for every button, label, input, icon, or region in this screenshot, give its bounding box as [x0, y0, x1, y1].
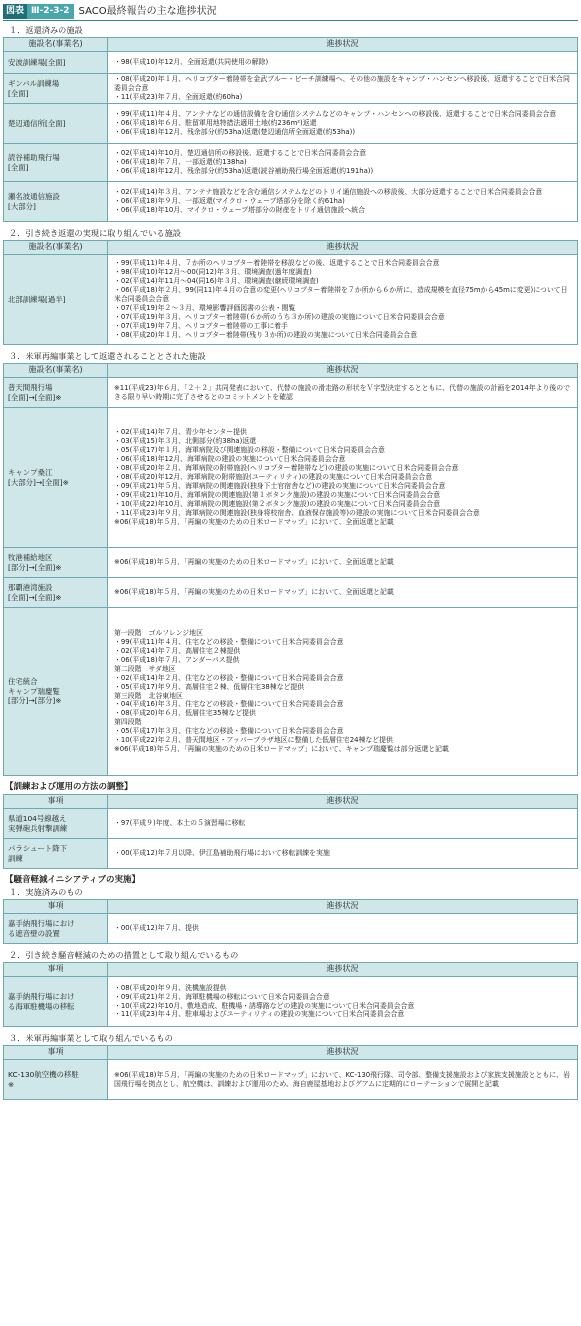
facility-name-cell — [4, 977, 108, 1027]
facility-name-line: [部分]→[全面]※ — [8, 562, 62, 572]
table-row — [4, 608, 578, 776]
progress-cell — [108, 378, 578, 408]
progress-line: ・11(平成23)年７月、全面返還(約60ha) — [114, 92, 243, 101]
facility-name-line: ギンバル訓練場 — [8, 78, 60, 88]
progress-line: ・08(平成20)年２月、海軍病院の附帯施設(ヘリコプター着陸帯など)の建設の実施について日米合同委員会合意 — [114, 464, 459, 473]
facility-name-line: KC-130航空機の移駐 — [8, 1069, 79, 1079]
facility-name-cell — [4, 578, 108, 608]
table-row — [4, 378, 578, 408]
progress-line: ・09(平成21)年２月、海軍駐機場の移転について日米合同委員会合意 — [114, 992, 330, 1001]
progress-line: ・98(平成10)年12月～00(同12)年３月、環境調査(過年度調査) — [114, 268, 312, 277]
progress-line: ・97(平成９)年度、本土の５演習場に移転 — [114, 819, 246, 828]
progress-line: ・06(平成18)年９月、一部返還(マイクロ・ウェーブ塔部分を除く約61ha) — [114, 197, 345, 206]
section-subheading-implemented: １．実施済みのもの — [9, 887, 83, 897]
progress-line: ※06(平成18)年５月、「再編の実施のための日米ロードマップ」において、キャンプ瑞慶覧は部分返還と記載 — [114, 745, 449, 754]
progress-line: ・98(平成10)年12月、全面返還(共同使用の解除) — [114, 58, 269, 67]
col-header-progress: 進捗状況 — [108, 963, 578, 977]
progress-line: ・02(平成14)年10月、楚辺通信所の移設後、返還することで日米合同委員会合意 — [114, 149, 367, 158]
col-header-progress: 進捗状況 — [108, 241, 578, 255]
table-row — [4, 839, 578, 869]
facility-name-line: ※ — [8, 1079, 15, 1089]
progress-line: ・02(平成14)年７月、高層住宅２棟提供 — [114, 646, 241, 655]
facility-name-cell — [4, 255, 108, 345]
table-row — [4, 104, 578, 144]
facility-name-cell — [4, 144, 108, 182]
progress-line: ・05(平成17)年１月、海軍病院及び関連施設の移設・整備について日米合同委員会合意 — [114, 446, 385, 455]
table-row — [4, 548, 578, 578]
progress-line: ・08(平成20)年１月、ヘリコプター着陸帯(残り３か所)の建設の実施について日米合同委員会合意 — [114, 330, 418, 339]
progress-line: ・06(平成18)年７月、一部返還(約138ha) — [114, 158, 247, 167]
facility-name-cell — [4, 1060, 108, 1100]
col-header-facility: 施設名(事業名) — [4, 38, 108, 52]
section-heading-noise: 【騒音軽減イニシアティブの実施】 — [5, 875, 140, 885]
facility-name-line: 那覇港湾施設 — [8, 582, 53, 592]
facility-name-line: 訓練 — [8, 853, 23, 863]
progress-cell — [108, 255, 578, 345]
progress-line: ・06(平成18)年２月、99(同11)年４月の合意の変更(ヘリコプター着陸帯を７か所から６か所に、造成規模を直径75mから45mに変更)について日米合同委員会合意 — [114, 286, 568, 304]
facility-name-line: パラシュート降下 — [8, 843, 67, 853]
facility-name-line: 瀬名波通信施設 — [8, 191, 60, 201]
figure-number: Ⅲ-2-3-2 — [27, 4, 74, 19]
progress-line: ・09(平成21)年10月、海軍病院の関連施設(第１ボタンク施設)の建設の実施について日米合同委員会合意 — [114, 490, 441, 499]
facility-name-line: [全面]→[全面]※ — [8, 592, 62, 602]
progress-line: 第二段階 サダ地区 — [114, 664, 176, 673]
facility-name-cell — [4, 839, 108, 869]
progress-line: ・05(平成17)年３月、住宅などの移設・整備について日米合同委員会合意 — [114, 727, 344, 736]
facility-name-line: キャンプ瑞慶覧 — [8, 686, 60, 696]
progress-line: ・06(平成18)年６月、駐留軍用地特措法適用土地(約236m²)返還 — [114, 119, 317, 128]
progress-line: ・09(平成21)年５月、海軍病院の関連施設(独身下士官宿舎など)の建設の実施について日米合同委員会合意 — [114, 481, 446, 490]
progress-cell — [108, 578, 578, 608]
progress-line: 第三段階 北谷東地区 — [114, 691, 183, 700]
table-realignment-facilities — [3, 363, 578, 776]
section-heading-realignment: ３．米軍再編事業として返還されることとされた施設 — [9, 351, 206, 361]
table-ongoing-facilities — [3, 240, 578, 345]
progress-line: ・07(平成19)年７月、ヘリコプター着陸帯の工事に着手 — [114, 321, 288, 330]
table-noise-implemented — [3, 899, 578, 944]
progress-line: ・02(平成14)年３月、アンテナ施設などを含む通信システムなどのトリイ通信施設への移設後、大部分返還することで日米合同委員会合意 — [114, 188, 543, 197]
progress-cell — [108, 839, 578, 869]
facility-name-line: [大部分] — [8, 201, 36, 211]
progress-line: ・02(平成14)年７月、青少年センター提供 — [114, 428, 247, 437]
col-header-progress: 進捗状況 — [108, 900, 578, 914]
section-heading-noise-ongoing: ２．引き続き騒音軽減のための措置として取り組んでいるもの — [9, 950, 239, 960]
col-header-progress: 進捗状況 — [108, 364, 578, 378]
table-row — [4, 408, 578, 548]
table-row — [4, 977, 578, 1027]
progress-line: ・06(平成18)年12月、海軍病院の建設の実施について日米合同委員会合意 — [114, 455, 346, 464]
facility-name-line: る海軍駐機場の移転 — [8, 1001, 75, 1011]
progress-line: ・08(平成20)年９月、洗機施設提供 — [114, 983, 227, 992]
col-header-item: 事項 — [4, 1046, 108, 1060]
progress-line: ・08(平成20)年12月、海軍病院の附帯施設(ユーティリティ)の建設の実施について日米合同委員会合意 — [114, 473, 433, 482]
facility-name-line: [部分]→[部分]※ — [8, 696, 62, 706]
figure-title: SACO最終報告の主な進捗状況 — [78, 5, 217, 17]
progress-line: ・10(平成22)年２月、普天間地区・アッパープラザ地区に整備した低層住宅24棟など提供 — [114, 736, 393, 745]
progress-cell — [108, 914, 578, 944]
facility-name-line: 嘉手納飛行場におけ — [8, 918, 75, 928]
progress-line: ※06(平成18)年５月、「再編の実施のための日米ロードマップ」において、全面返還と記載 — [114, 517, 394, 526]
progress-cell — [108, 182, 578, 222]
section-heading-ongoing: ２．引き続き返還の実現に取り組んでいる施設 — [9, 228, 181, 238]
progress-line: ・06(平成18)年12月、残余部分(約53ha)返還(読谷補助飛行場全面返還(約191ha)) — [114, 166, 374, 175]
progress-line: ・05(平成17)年９月、高層住宅２棟、低層住宅38棟など提供 — [114, 682, 305, 691]
facility-name-line: キャンプ桑江 — [8, 467, 53, 477]
progress-line: ※06(平成18)年５月、「再編の実施のための日米ロードマップ」において、全面返還と記載 — [114, 558, 394, 567]
section-heading-returned: １．返還済みの施設 — [9, 25, 83, 35]
table-row — [4, 914, 578, 944]
facility-name-line: 県道104号線越え — [8, 813, 67, 823]
progress-line: ・99(平成11)年４月、７か所のヘリコプター着陸帯を移設などの後、返還することで日米合同委員会合意 — [114, 259, 440, 268]
table-row — [4, 182, 578, 222]
progress-line: ・99(平成11)年４月、アンテナなどの通信設備を含む通信システムなどのキャンプ・ハンセンへの移設後、返還することで日米合同委員会合意 — [114, 110, 557, 119]
progress-line: ・06(平成18)年10月、マイクロ・ウェーブ塔部分の財産をトリイ通信施設へ統合 — [114, 205, 366, 214]
col-header-progress: 進捗状況 — [108, 1046, 578, 1060]
facility-name-line: 牧港補給地区 — [8, 552, 53, 562]
facility-name-cell — [4, 408, 108, 548]
facility-name-cell — [4, 104, 108, 144]
figure-label: 図表 — [3, 4, 27, 19]
progress-line: ・02(平成14)年11月～04(同16)年３月、環境調査(継続環境調査) — [114, 277, 319, 286]
table-noise-realignment — [3, 1045, 578, 1100]
facility-name-cell — [4, 74, 108, 104]
table-row — [4, 809, 578, 839]
section-heading-noise-realignment: ３．米軍再編事業として取り組んでいるもの — [9, 1033, 173, 1043]
progress-line: ・00(平成12)年７月、提供 — [114, 924, 199, 933]
facility-name-line: [大部分]→[全面]※ — [8, 477, 69, 487]
progress-line: ※11(平成23)年６月、「２＋２」共同発表において、代替の施設の滑走路の形状をＶ字型決定するとともに、代替の施設の計画を2014年より後のできる限り早い時期に完了させるとのコミットメントを確認 — [114, 383, 571, 401]
facility-name-cell — [4, 548, 108, 578]
progress-line: ・11(平成23)年４月、駐車場およびユーティリティの建設の実施について日米合同委員会合意 — [114, 1010, 405, 1019]
progress-line: ・06(平成18)年７月、アンダーパス提供 — [114, 655, 240, 664]
progress-line: ・07(平成19)年２～３月、環境影響評価図書の公表・閲覧 — [114, 303, 296, 312]
progress-line: ・11(平成23)年９月、海軍病院の関連施設(独身将校宿舎、血液保存施設等)の建設の実施について日米合同委員会合意 — [114, 508, 480, 517]
figure-title-bar — [3, 3, 578, 21]
progress-cell — [108, 52, 578, 74]
facility-name-line: 安波訓練場[全面] — [8, 57, 66, 67]
progress-line: ・10(平成22)年10月、海軍病院の関連施設(第２ボタンク施設)の建設の実施について日米合同委員会合意 — [114, 499, 441, 508]
table-row — [4, 1060, 578, 1100]
progress-line: ・08(平成20)年１月、ヘリコプター着陸帯を金武ブルー・ビーチ訓練場へ、その他の施設をキャンプ・ハンセンへ移設後、返還することで日米合同委員会合意 — [114, 75, 570, 93]
progress-line: ・02(平成14)年２月、住宅などの移設・整備について日米合同委員会合意 — [114, 673, 344, 682]
facility-name-cell — [4, 52, 108, 74]
progress-line: 第四段階 — [114, 718, 142, 727]
progress-cell — [108, 548, 578, 578]
table-row — [4, 144, 578, 182]
progress-cell — [108, 104, 578, 144]
table-noise-ongoing — [3, 962, 578, 1027]
col-header-facility: 施設名(事業名) — [4, 241, 108, 255]
table-row — [4, 52, 578, 74]
progress-line: ・08(平成20)年６月、低層住宅35棟など提供 — [114, 709, 256, 718]
facility-name-cell — [4, 914, 108, 944]
progress-cell — [108, 74, 578, 104]
facility-name-line: 北部訓練場[過半] — [8, 294, 66, 304]
facility-name-line: 楚辺通信所[全面] — [8, 118, 66, 128]
table-row — [4, 578, 578, 608]
table-training-adjustment — [3, 794, 578, 869]
facility-name-line: [全面]→[全面]※ — [8, 392, 62, 402]
table-row — [4, 255, 578, 345]
progress-line: ・03(平成15)年３月、北側部分(約38ha)返還 — [114, 437, 257, 446]
col-header-progress: 進捗状況 — [108, 38, 578, 52]
facility-name-cell — [4, 182, 108, 222]
col-header-progress: 進捗状況 — [108, 795, 578, 809]
progress-line: ・10(平成22)年10月、敷地造成、駐機場・誘導路などの建設の実施について日米合同委員会合意 — [114, 1001, 415, 1010]
facility-name-line: 実弾砲兵射撃訓練 — [8, 823, 68, 833]
facility-name-cell — [4, 809, 108, 839]
progress-cell — [108, 144, 578, 182]
facility-name-line: [全面] — [8, 88, 29, 98]
progress-cell — [108, 608, 578, 776]
progress-line: ・00(平成12)年７月以降、伊江島補助飛行場において移転訓練を実施 — [114, 849, 330, 858]
facility-name-line: [全面] — [8, 162, 29, 172]
facility-name-line: 普天間飛行場 — [8, 382, 53, 392]
progress-line: ※06(平成18)年５月、「再編の実施のための日米ロードマップ」において、全面返還と記載 — [114, 588, 394, 597]
progress-cell — [108, 977, 578, 1027]
facility-name-line: 嘉手納飛行場におけ — [8, 991, 75, 1001]
progress-line: ・99(平成11)年４月、住宅などの移設・整備について日米合同委員会合意 — [114, 637, 344, 646]
facility-name-cell — [4, 608, 108, 776]
col-header-item: 事項 — [4, 795, 108, 809]
facility-name-cell — [4, 378, 108, 408]
facility-name-line: る遮音壁の設置 — [8, 928, 60, 938]
progress-cell — [108, 809, 578, 839]
col-header-item: 事項 — [4, 963, 108, 977]
progress-line: ※06(平成18)年５月、「再編の実施のための日米ロードマップ」において、KC-130飛行隊、司令部、整備支援施設および家族支援施設とともに、岩国飛行場を拠点とし、航空機は、訓練および運用のため、海自鹿屋基地およびグアムに定期的にローテーションで展開と記載 — [114, 1070, 570, 1088]
progress-line: ・07(平成19)年３月、ヘリコプター着陸帯(６か所のうち３か所)の建設の実施について日米合同委員会合意 — [114, 312, 445, 321]
col-header-facility: 施設名(事業名) — [4, 364, 108, 378]
col-header-item: 事項 — [4, 900, 108, 914]
progress-line: ・06(平成18)年12月、残余部分(約53ha)返還(楚辺通信所全面返還(約53ha)) — [114, 127, 356, 136]
progress-cell — [108, 408, 578, 548]
progress-line: ・04(平成16)年３月、住宅などの移設・整備について日米合同委員会合意 — [114, 700, 344, 709]
progress-line: 第一段階 ゴルフレンジ地区 — [114, 628, 203, 637]
facility-name-line: 住宅統合 — [8, 677, 38, 687]
section-heading-training: 【訓練および運用の方法の調整】 — [5, 782, 133, 792]
table-row — [4, 74, 578, 104]
table-returned-facilities — [3, 37, 578, 222]
facility-name-line: 読谷補助飛行場 — [8, 152, 60, 162]
progress-cell — [108, 1060, 578, 1100]
